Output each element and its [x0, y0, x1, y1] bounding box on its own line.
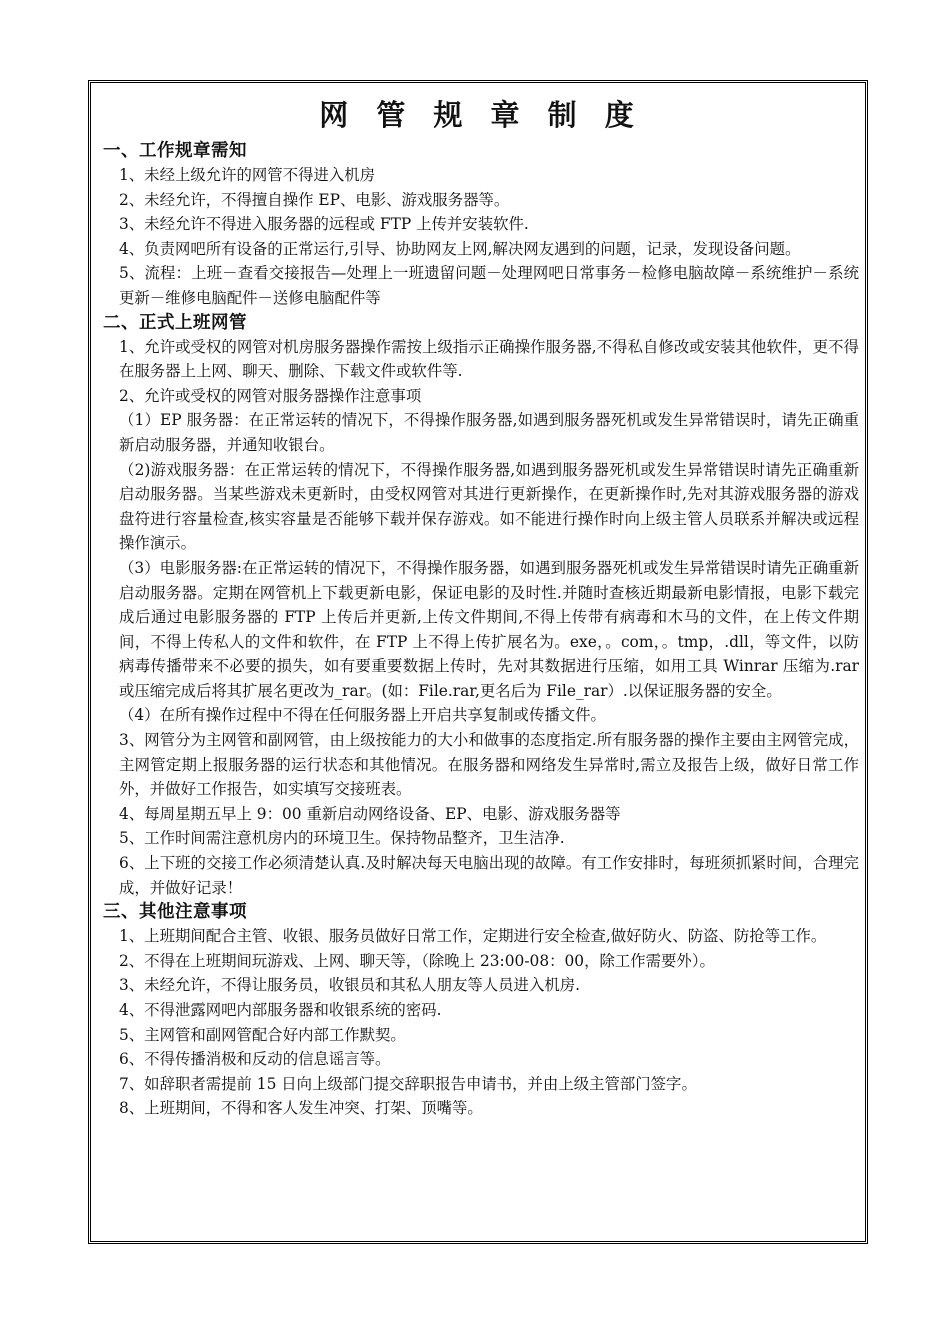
paragraph: （2)游戏服务器：在正常运转的情况下，不得操作服务器,如遇到服务器死机或发生异常错误时请先正确重新启动服务器。当某些游戏未更新时，由受权网管对其进行更新操作，在更新操作时,先对其游戏服务器的游戏盘符进行容量检查,核实容量是否能够下载并保存游戏。如不能进行操作时向上级主管人员联系并解决或远程操作演示。	[119, 460, 859, 553]
section-heading: 三、其他注意事项	[103, 902, 247, 923]
section-formal-duty	[103, 311, 859, 901]
document-frame	[88, 80, 868, 1244]
paragraph: 7、如辞职者需提前 15 日向上级部门提交辞职报告申请书，并由上级主管部门签字。	[119, 1074, 697, 1093]
document-title: 网 管 规 章 制 度	[319, 98, 643, 132]
paragraph: （4）在所有操作过程中不得在任何服务器上开启共享复制或传播文件。	[119, 706, 606, 725]
paragraph: 4、不得泄露网吧内部服务器和收银系统的密码.	[119, 1001, 442, 1019]
paragraph: 2、未经允许，不得擅自操作 EP、电影、游戏服务器等。	[119, 190, 510, 209]
paragraph: 2、不得在上班期间玩游戏、上网、聊天等，（除晚上 23:00-08：00，除工作需要外）。	[119, 951, 715, 970]
paragraph: 1、上班期间配合主管、收银、服务员做好日常工作，定期进行安全检查,做好防火、防盗、防抢等工作。	[119, 927, 827, 946]
paragraph: 2、允许或受权的网管对服务器操作注意事项	[119, 386, 422, 405]
section-other-notes	[103, 900, 859, 1121]
paragraph: 3、未经允许不得进入服务器的远程或 FTP 上传并安装软件.	[119, 215, 529, 234]
paragraph: 5、主网管和副网管配合好内部工作默契。	[119, 1025, 406, 1044]
paragraph: 5、工作时间需注意机房内的环境卫生。保持物品整齐，卫生洁净.	[119, 829, 565, 848]
paragraph: 1、允许或受权的网管对机房服务器操作需按上级指示正确操作服务器,不得私自修改或安装其他软件，更不得在服务器上上网、聊天、删除、下载文件或软件等.	[119, 337, 859, 381]
paragraph: 1、未经上级允许的网管不得进入机房	[119, 166, 376, 184]
section-heading: 二、正式上班网管	[103, 312, 247, 333]
paragraph: 4、每周星期五早上 9：00 重新启动网络设备、EP、电影、游戏服务器等	[119, 804, 621, 823]
paragraph: （1）EP 服务器：在正常运转的情况下，不得操作服务器,如遇到服务器死机或发生异常错误时，请先正确重新启动服务器，并通知收银台。	[119, 411, 859, 454]
paragraph: 6、上下班的交接工作必须清楚认真.及时解决每天电脑出现的故障。有工作安排时，每班须抓紧时间，合理完成，并做好记录！	[119, 854, 859, 897]
section-work-rules	[103, 139, 859, 311]
paragraph: （3）电影服务器:在正常运转的情况下，不得操作服务器，如遇到服务器死机或发生异常错误时请先正确重新启动服务器。定期在网管机上下载更新电影，保证电影的及时性.并随时查核近期最新电影情报，电影下载完成后通过电影服务器的 FTP 上传后并更新,上传文件期间,不得上传带有病毒和木马的文件，在上传文件期间，不得上传私人的文件和软件，在 FTP 上不得上传扩展名为。exe，。com，。tmp，.dll，等文件，以防病毒传播带来不必要的损失，如有要重要数据上传时，先对其数据进行压缩，如用工具 Winrar 压缩为.rar 或压缩完成后将其扩展名更改为_rar。(如：File.rar,更名后为 File_rar）.以保证服务器的安全。	[119, 558, 859, 700]
paragraph: 6、不得传播消极和反动的信息谣言等。	[119, 1050, 391, 1069]
paragraph: 4、负责网吧所有设备的正常运行,引导、协助网友上网,解决网友遇到的问题，记录，发现设备问题。	[119, 239, 801, 258]
paragraph: 8、上班期间，不得和客人发生冲突、打架、顶嘴等。	[119, 1099, 483, 1118]
paragraph: 3、未经允许，不得让服务员，收银员和其私人朋友等人员进入机房.	[119, 976, 581, 995]
section-heading: 一、工作规章需知	[103, 141, 247, 161]
paragraph: 5、流程：上班－查看交接报告—处理上一班遗留问题－处理网吧日常事务－检修电脑故障－系统维护－系统更新－维修电脑配件－送修电脑配件等	[119, 264, 859, 307]
paragraph: 3、网管分为主网管和副网管，由上级按能力的大小和做事的态度指定.所有服务器的操作主要由主网管完成，主网管定期上报服务器的运行状态和其他情况。在服务器和网络发生异常时,需立及报告上级，做好日常工作外，并做好工作报告，如实填写交接班表。	[119, 731, 859, 799]
